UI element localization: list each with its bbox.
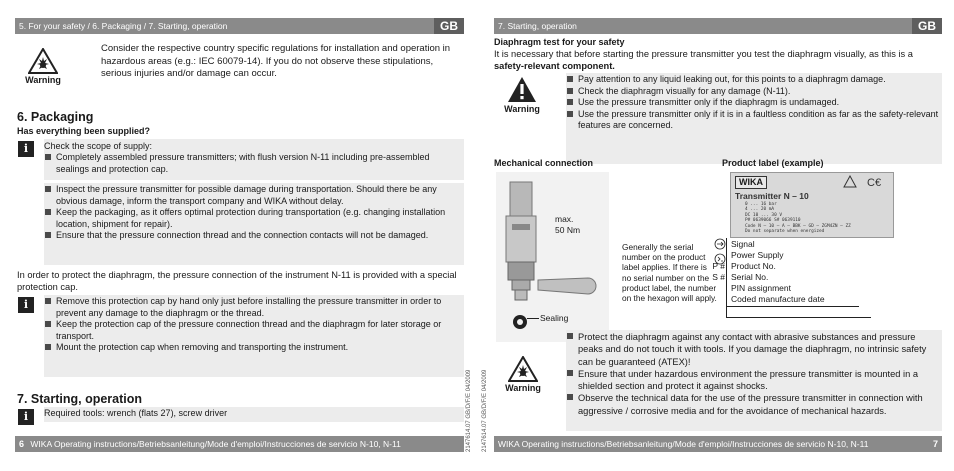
list-item: Inspect the pressure transmitter for possible damage during transportation. Should there be any obvious damage, inform the transport company and WIKA without delay. — [44, 184, 464, 207]
legend-date: Coded manufacture date — [731, 294, 825, 304]
diaphragm-intro-bold: safety-relevant component. — [494, 61, 615, 71]
svg-text:C€: C€ — [867, 177, 882, 189]
legend-leader-pin — [726, 306, 859, 307]
diaphragm-intro-text: It is necessary that before starting the pressure transmitter you test the diaphragm visually, as this is a — [494, 49, 913, 59]
spec-line: 4 ... 20 mA — [745, 207, 775, 213]
info-icon: i — [18, 409, 34, 425]
tools-text: Required tools: wrench (flats 27), screw driver — [44, 407, 464, 422]
list-item: Completely assembled pressure transmitters; with flush version N-11 including pre-assembled sealings and protection cap. — [44, 152, 464, 175]
packaging-subtitle: Has everything been supplied? — [17, 126, 151, 136]
legend-symbol: P # — [712, 261, 725, 271]
right-header-text: 7. Starting, operation — [498, 21, 577, 31]
cap-list — [44, 295, 464, 354]
diaphragm-intro — [494, 48, 940, 72]
wika-logo: WIKA — [735, 176, 767, 189]
explosion-warning-icon — [28, 48, 58, 74]
label-model: Transmitter N – 10 — [735, 191, 809, 201]
spec-line: Code N – 10 – A – BBK – GD – ZGM4ZN – ZZ — [745, 223, 851, 229]
page-number: 7 — [932, 439, 938, 449]
inspect-box — [44, 183, 464, 265]
legend-leader-date — [726, 317, 871, 318]
list-item: Mount the protection cap when removing and transporting the instrument. — [44, 342, 464, 354]
right-page — [494, 18, 942, 452]
protect-text: In order to protect the diaphragm, the pressure connection of the instrument N-11 is provided with a special protection cap. — [17, 270, 457, 292]
spec-line: DC 10 ... 30 V — [745, 212, 783, 218]
product-label-title: Product label (example) — [722, 158, 824, 168]
list-item: Keep the packaging, as it offers optimal protection during transportation (e.g. changing installation location, shipment for repair). — [44, 207, 464, 230]
spec-line: 0 ... 16 bar — [745, 202, 777, 207]
inspect-list — [44, 183, 464, 242]
info-icon: i — [18, 297, 34, 313]
ce-mark-icon — [843, 175, 889, 189]
legend-serial-no: Serial No. — [731, 272, 769, 282]
scope-list — [44, 152, 464, 175]
spec-line: P# 0639066 S# 0639110 — [745, 218, 801, 224]
starting-title: 7. Starting, operation — [17, 392, 143, 406]
lang-badge: GB — [912, 18, 942, 34]
lang-badge: GB — [434, 18, 464, 34]
page-number: 6 — [19, 439, 25, 449]
side-code-left: 2147614.07 GB/D/F/E 04/2009 — [466, 369, 472, 452]
warning-label: Warning — [505, 383, 541, 393]
scope-box — [44, 139, 464, 180]
side-code-right: 2147614.07 GB/D/F/E 04/2009 — [482, 369, 488, 452]
spec-line: Do not separate when energized — [745, 229, 825, 235]
ex-list — [566, 330, 942, 417]
general-warning-block — [500, 76, 544, 114]
legend-symbol: S # — [712, 272, 725, 282]
left-header — [15, 18, 464, 34]
list-item: Ensure that under hazardous environment the pressure transmitter is mounted in a shielded section and protect it against shocks. — [566, 368, 942, 393]
list-item: Use the pressure transmitter only if it is in a faultless condition as far as the safety-relevant features are concerned. — [566, 109, 942, 132]
right-footer — [494, 436, 942, 452]
legend-power: Power Supply — [731, 250, 784, 260]
serial-note: Generally the serial number on the product label applies. If there is no serial number on the product label, the number on the hexagon will apply. — [622, 242, 717, 304]
left-footer — [15, 436, 464, 452]
cap-box — [44, 295, 464, 377]
exclamation-warning-icon — [507, 76, 537, 103]
list-item: Keep the protection cap of the pressure connection thread and the diaphragm for later storage or transport. — [44, 319, 464, 342]
list-item: Pay attention to any liquid leaking out, for this points to a diaphragm damage. — [566, 74, 942, 86]
torque-label: max. 50 Nm — [555, 214, 581, 235]
check-scope-text: Check the scope of supply: — [44, 141, 153, 151]
ex-warning-block-2 — [502, 356, 544, 393]
left-page — [15, 18, 464, 452]
list-item: Remove this protection cap by hand only just before installing the pressure transmitter in order to prevent any damage to the diaphragm or the thread. — [44, 296, 464, 319]
left-header-text: 5. For your safety / 6. Packaging / 7. Starting, operation — [19, 21, 228, 31]
info-icon: i — [18, 141, 34, 157]
ex-warning-text: Consider the respective country specific regulations for installation and operation in hazardous areas (e.g.: IEC 60079-14). If you do not observe these stipulations, serious injuries and/or damage can occur. — [101, 43, 451, 79]
warning-label: Warning — [25, 75, 61, 85]
packaging-title: 6. Packaging — [17, 110, 94, 124]
list-item: Check the diaphragm visually for any damage (N-11). — [566, 86, 942, 98]
ex-box — [566, 330, 942, 431]
list-item: Use the pressure transmitter only if the diaphragm is undamaged. — [566, 97, 942, 109]
ex-warning-block — [23, 48, 63, 85]
footer-text: WIKA Operating instructions/Betriebsanleitung/Mode d'emploi/Instrucciones de servicio N-10, N-11 — [498, 439, 869, 449]
footer-text: WIKA Operating instructions/Betriebsanleitung/Mode d'emploi/Instrucciones de servicio N-10, N-11 — [30, 439, 401, 449]
list-item: Observe the technical data for the use of the pressure transmitter in connection with aggressive / corrosive media and for the avoidance of mechanical hazards. — [566, 392, 942, 417]
legend-signal: Signal — [731, 239, 755, 249]
sealing-label: Sealing — [540, 313, 569, 323]
right-header — [494, 18, 942, 34]
legend-pin: PIN assignment — [731, 283, 791, 293]
list-item: Ensure that the pressure connection thread and the connection contacts will not be damaged. — [44, 230, 464, 242]
diaphragm-box — [566, 73, 942, 164]
mechanical-title: Mechanical connection — [494, 158, 594, 168]
warning-label: Warning — [504, 104, 540, 114]
list-item: Protect the diaphragm against any contact with abrasive substances and pressure peaks and do not touch it with tools. If you damage the diaphragm, no intrinsic safety can be guaranteed (ATEX)! — [566, 331, 942, 368]
legend-product-no: Product No. — [731, 261, 776, 271]
sealing-leader — [527, 318, 539, 319]
label-specs — [745, 202, 893, 234]
product-label — [730, 172, 894, 238]
diaphragm-list — [566, 73, 942, 132]
explosion-warning-icon — [508, 356, 538, 382]
diaphragm-title: Diaphragm test for your safety — [494, 37, 625, 47]
